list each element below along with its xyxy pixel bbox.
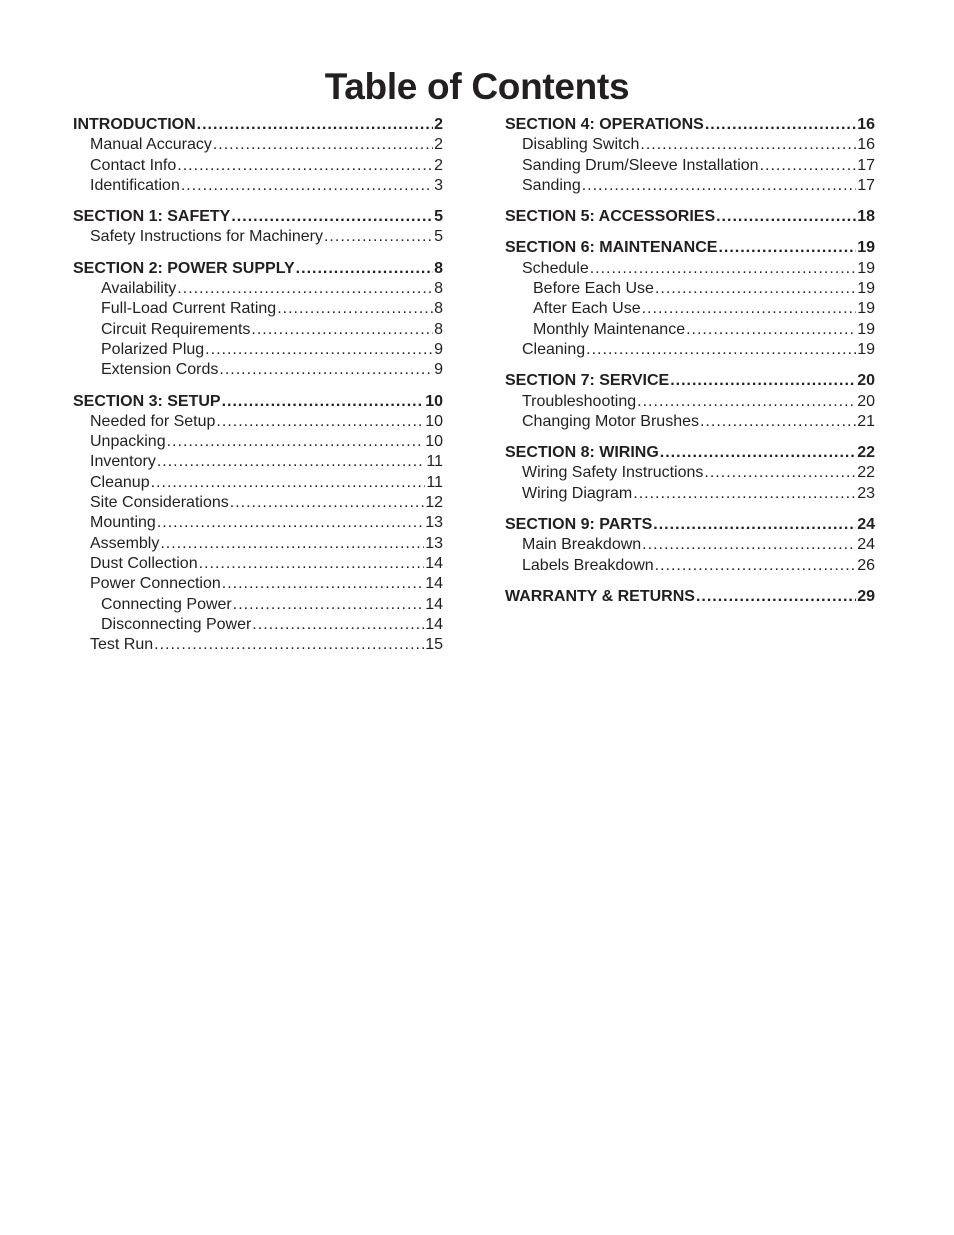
dot-leader — [177, 156, 433, 176]
toc-page-number: 17 — [857, 176, 875, 194]
dot-leader — [222, 574, 424, 594]
toc-label: Polarized Plug — [101, 340, 205, 358]
toc-section-group — [505, 587, 875, 607]
toc-section-group — [73, 115, 443, 196]
toc-entry-cleanup[interactable] — [73, 473, 443, 493]
toc-label: Safety Instructions for Machinery — [90, 228, 323, 246]
toc-label: Changing Motor Brushes — [522, 412, 699, 430]
toc-page-number: 22 — [857, 444, 875, 462]
dot-leader — [219, 360, 433, 380]
dot-leader — [205, 340, 433, 360]
toc-label: Full-Load Current Rating — [101, 300, 277, 318]
toc-label: Site Considerations — [90, 494, 229, 512]
toc-label: WARRANTY & RETURNS — [505, 587, 695, 605]
dot-leader — [582, 176, 856, 196]
toc-page-number: 24 — [857, 516, 875, 534]
toc-label: Sanding Drum/Sleeve Installation — [522, 156, 759, 174]
dot-leader — [718, 238, 856, 258]
toc-page-number: 29 — [857, 587, 875, 605]
toc-section-warranty-and-returns[interactable] — [505, 587, 875, 607]
toc-entry-cleaning[interactable] — [505, 340, 875, 360]
dot-leader — [655, 556, 857, 576]
toc-page-number: 15 — [425, 636, 443, 654]
toc-section-section-4-operations[interactable] — [505, 115, 875, 135]
dot-leader — [213, 135, 433, 155]
toc-section-group — [505, 443, 875, 504]
toc-page-number: 19 — [857, 259, 875, 277]
toc-section-section-2-power-supply[interactable] — [73, 259, 443, 279]
toc-label: Labels Breakdown — [522, 556, 654, 574]
toc-label: Identification — [90, 176, 180, 194]
toc-entry-identification[interactable] — [73, 176, 443, 196]
toc-page-number: 14 — [425, 595, 443, 613]
dot-leader — [586, 340, 856, 360]
dot-leader — [696, 587, 856, 607]
dot-leader — [233, 595, 424, 615]
toc-page-number: 8 — [434, 300, 443, 318]
toc-page-number: 16 — [857, 116, 875, 133]
toc-label: Inventory — [90, 453, 156, 471]
toc-page-number: 10 — [425, 392, 443, 410]
toc-label: Manual Accuracy — [90, 136, 212, 154]
dot-leader — [251, 320, 433, 340]
toc-page-number: 8 — [434, 280, 443, 298]
dot-leader — [655, 279, 856, 299]
toc-label: Troubleshooting — [522, 392, 637, 410]
toc-page-number: 14 — [425, 575, 443, 593]
toc-label: SECTION 7: SERVICE — [505, 372, 670, 390]
toc-entry-site-considerations[interactable] — [73, 493, 443, 513]
toc-left-column — [73, 115, 443, 666]
toc-entry-full-load-current-rating[interactable] — [73, 299, 443, 319]
dot-leader — [324, 227, 433, 247]
toc-label: SECTION 3: SETUP — [73, 392, 221, 410]
toc-label: After Each Use — [533, 300, 641, 318]
toc-entry-assembly[interactable] — [73, 534, 443, 554]
dot-leader — [653, 515, 856, 535]
toc-label: Contact Info — [90, 156, 177, 174]
toc-entry-safety-instructions-for-machinery[interactable] — [73, 227, 443, 247]
toc-entry-after-each-use[interactable] — [505, 299, 875, 319]
toc-section-introduction[interactable] — [73, 115, 443, 135]
toc-page-number: 10 — [425, 433, 443, 451]
toc-section-group — [505, 515, 875, 576]
toc-label: SECTION 2: POWER SUPPLY — [73, 259, 295, 277]
dot-leader — [700, 412, 856, 432]
toc-page-number: 13 — [425, 534, 443, 552]
toc-page-number: 9 — [434, 361, 443, 379]
toc-page-number: 14 — [425, 554, 443, 572]
toc-page-number: 19 — [857, 280, 875, 298]
toc-label: Circuit Requirements — [101, 320, 251, 338]
toc-entry-changing-motor-brushes[interactable] — [505, 412, 875, 432]
dot-leader — [705, 115, 856, 135]
toc-page-number: 16 — [857, 136, 875, 154]
dot-leader — [640, 135, 856, 155]
toc-page-number: 19 — [857, 300, 875, 318]
toc-page-number: 11 — [426, 473, 443, 491]
dot-leader — [716, 207, 856, 227]
toc-page-number: 20 — [857, 392, 875, 410]
toc-page-number: 20 — [857, 372, 875, 390]
toc-entry-before-each-use[interactable] — [505, 279, 875, 299]
toc-entry-sanding-drum-sleeve-installation[interactable] — [505, 156, 875, 176]
dot-leader — [637, 392, 856, 412]
toc-page-number: 5 — [434, 228, 443, 246]
dot-leader — [167, 432, 425, 452]
dot-leader — [151, 473, 426, 493]
dot-leader — [230, 493, 424, 513]
toc-label: Wiring Safety Instructions — [522, 464, 704, 482]
dot-leader — [704, 463, 856, 483]
toc-section-group — [505, 371, 875, 432]
toc-page-number: 3 — [434, 176, 443, 194]
toc-entry-schedule[interactable] — [505, 259, 875, 279]
toc-entry-sanding[interactable] — [505, 176, 875, 196]
toc-entry-mounting[interactable] — [73, 513, 443, 533]
toc-label: SECTION 5: ACCESSORIES — [505, 208, 716, 226]
dot-leader — [157, 513, 424, 533]
toc-page-number: 18 — [857, 208, 875, 226]
dot-leader — [642, 535, 856, 555]
toc-label: Connecting Power — [101, 595, 232, 613]
dot-leader — [157, 452, 426, 472]
page-title: Table of Contents — [324, 66, 630, 107]
toc-page-number: 24 — [857, 536, 875, 554]
toc-entry-extension-cords[interactable] — [73, 360, 443, 380]
toc-page-number: 10 — [425, 412, 443, 430]
dot-leader — [216, 412, 424, 432]
toc-section-section-6-maintenance[interactable] — [505, 238, 875, 258]
toc-page-number: 26 — [857, 556, 875, 574]
toc-section-section-5-accessories[interactable] — [505, 207, 875, 227]
toc-label: Cleaning — [522, 340, 586, 358]
toc-label: Needed for Setup — [90, 412, 216, 430]
toc-page-number: 22 — [857, 464, 875, 482]
toc-label: SECTION 1: SAFETY — [73, 208, 231, 226]
toc-page-number: 13 — [425, 514, 443, 532]
toc-section-group — [73, 207, 443, 248]
toc-label: Cleanup — [90, 473, 150, 491]
toc-section-group — [73, 392, 443, 656]
toc-label: Main Breakdown — [522, 536, 642, 554]
toc-entry-troubleshooting[interactable] — [505, 392, 875, 412]
dot-leader — [277, 299, 433, 319]
toc-page-number: 23 — [857, 484, 875, 502]
dot-leader — [181, 176, 433, 196]
toc-label: Unpacking — [90, 433, 166, 451]
toc-page-number: 8 — [434, 259, 443, 277]
dot-leader — [199, 554, 425, 574]
toc-page-number: 9 — [434, 340, 443, 358]
toc-label: INTRODUCTION — [73, 116, 196, 133]
toc-entry-unpacking[interactable] — [73, 432, 443, 452]
toc-page-number: 19 — [857, 340, 875, 358]
dot-leader — [231, 207, 433, 227]
toc-entry-contact-info[interactable] — [73, 156, 443, 176]
dot-leader — [160, 534, 424, 554]
toc-entry-main-breakdown[interactable] — [505, 535, 875, 555]
toc-label: Disconnecting Power — [101, 615, 252, 633]
dot-leader — [197, 115, 433, 135]
toc-entry-labels-breakdown[interactable] — [505, 556, 875, 576]
toc-entry-monthly-maintenance[interactable] — [505, 320, 875, 340]
toc-label: Power Connection — [90, 575, 221, 593]
toc-page-number: 19 — [857, 239, 875, 257]
dot-leader — [154, 635, 424, 655]
toc-entry-power-connection[interactable] — [73, 574, 443, 594]
toc-entry-disabling-switch[interactable] — [505, 135, 875, 155]
toc-label: SECTION 9: PARTS — [505, 516, 653, 534]
toc-page-number: 19 — [857, 320, 875, 338]
toc-page-number: 14 — [425, 615, 443, 633]
toc-entry-availability[interactable] — [73, 279, 443, 299]
dot-leader — [642, 299, 857, 319]
toc-section-section-1-safety[interactable] — [73, 207, 443, 227]
toc-section-section-8-wiring[interactable] — [505, 443, 875, 463]
toc-entry-dust-collection[interactable] — [73, 554, 443, 574]
dot-leader — [660, 443, 856, 463]
toc-section-section-9-parts[interactable] — [505, 515, 875, 535]
toc-label: Dust Collection — [90, 554, 198, 572]
toc-label: Wiring Diagram — [522, 484, 633, 502]
dot-leader — [222, 392, 425, 412]
toc-entry-test-run[interactable] — [73, 635, 443, 655]
toc-page-number: 2 — [434, 116, 443, 133]
toc-entry-connecting-power[interactable] — [73, 595, 443, 615]
toc-label: SECTION 6: MAINTENANCE — [505, 239, 718, 257]
toc-page-number: 21 — [857, 412, 875, 430]
toc-label: Before Each Use — [533, 280, 654, 298]
toc-entry-wiring-safety-instructions[interactable] — [505, 463, 875, 483]
toc-label: Extension Cords — [101, 361, 219, 379]
toc-page-number: 11 — [426, 453, 443, 471]
toc-entry-polarized-plug[interactable] — [73, 340, 443, 360]
dot-leader — [590, 259, 856, 279]
toc-section-group — [505, 115, 875, 196]
toc-section-section-7-service[interactable] — [505, 371, 875, 391]
toc-page-number: 5 — [434, 208, 443, 226]
toc-label: Schedule — [522, 259, 589, 277]
toc-label: Sanding — [522, 176, 581, 194]
toc-label: Availability — [101, 280, 177, 298]
toc-entry-manual-accuracy[interactable] — [73, 135, 443, 155]
dot-leader — [177, 279, 433, 299]
dot-leader — [296, 259, 433, 279]
toc-label: Assembly — [90, 534, 160, 552]
toc-section-group — [505, 238, 875, 360]
toc-page-number: 8 — [434, 320, 443, 338]
toc-page-number: 2 — [434, 136, 443, 154]
toc-label: Disabling Switch — [522, 136, 640, 154]
toc-section-section-3-setup[interactable] — [73, 392, 443, 412]
dot-leader — [633, 484, 856, 504]
toc-label: Test Run — [90, 636, 154, 654]
toc-entry-inventory[interactable] — [73, 452, 443, 472]
toc-page-number: 12 — [425, 494, 443, 512]
dot-leader — [760, 156, 857, 176]
dot-leader — [670, 371, 856, 391]
toc-entry-circuit-requirements[interactable] — [73, 320, 443, 340]
toc-label: Monthly Maintenance — [533, 320, 686, 338]
toc-page-number: 17 — [857, 156, 875, 174]
toc-label: SECTION 4: OPERATIONS — [505, 116, 704, 133]
toc-section-group — [73, 259, 443, 381]
toc-label: SECTION 8: WIRING — [505, 444, 659, 462]
dot-leader — [686, 320, 856, 340]
toc-entry-wiring-diagram[interactable] — [505, 484, 875, 504]
toc-entry-disconnecting-power[interactable] — [73, 615, 443, 635]
toc-entry-needed-for-setup[interactable] — [73, 412, 443, 432]
toc-page-number: 2 — [434, 156, 443, 174]
toc-right-column — [505, 115, 875, 618]
toc-section-group — [505, 207, 875, 227]
dot-leader — [252, 615, 424, 635]
toc-label: Mounting — [90, 514, 156, 532]
